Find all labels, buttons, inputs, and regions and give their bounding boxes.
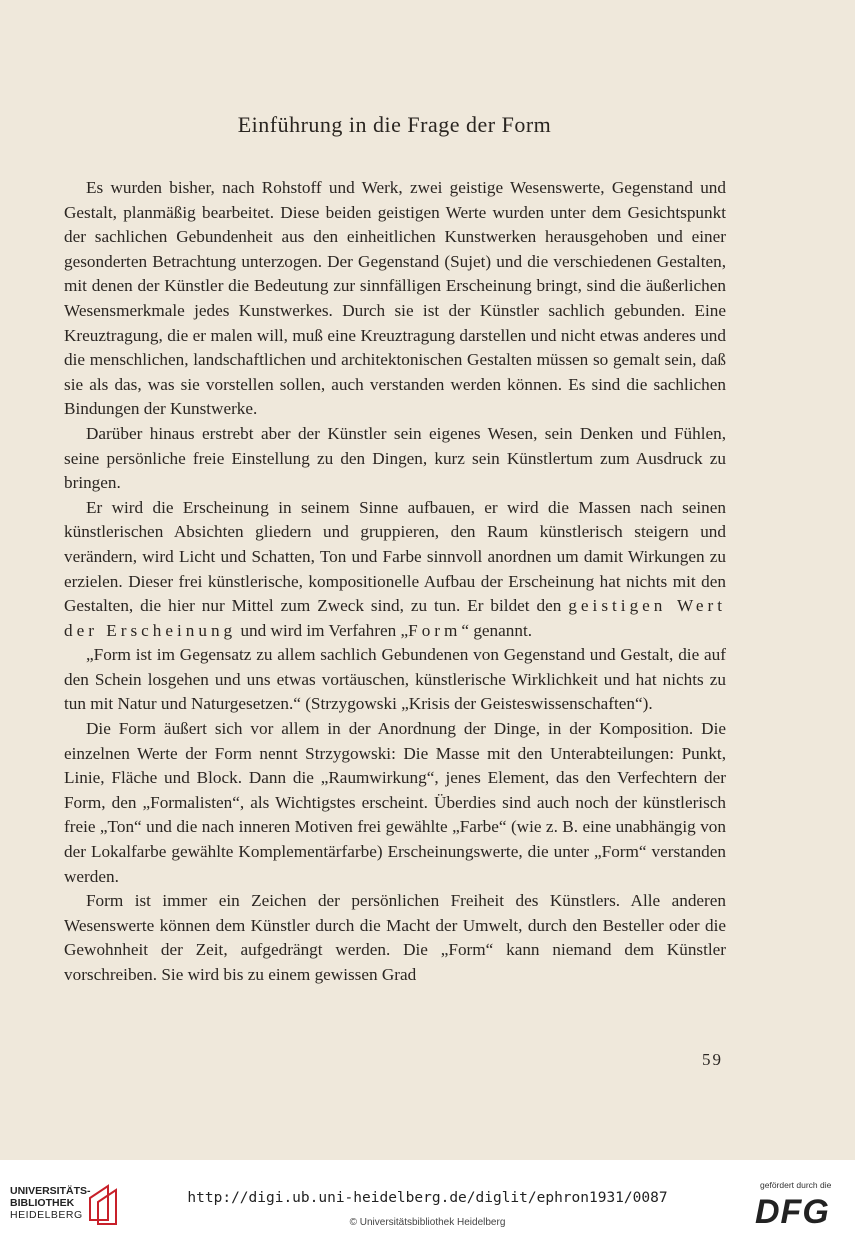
copyright-notice: © Universitätsbibliothek Heidelberg [349,1217,506,1228]
page-heading: Einführung in die Frage der Form [237,112,552,137]
paragraph-2: Darüber hinaus erstrebt aber der Künstler sein eigenes Wesen, sein Denken und Fühlen, seine persönliche freie Einstellung zu den Dingen, kurz sein Künstlertum zum Ausdruck zu bringen. [64,423,726,493]
dfg-logo: DFG [755,1193,830,1231]
paragraph-4: „Form ist im Gegensatz zu allem sachlich Gebundenen von Gegenstand und Gestalt, die auf den Schein losgehen und uns etwas vortäuschen, künstlerische Wirklichkeit und hat nichts zu tun mit Natur und Naturgesetzen.“ (Strzygowski „Krisis der Geisteswissenschaften“). [64,645,726,714]
footer-bar [0,1160,855,1237]
paragraph-1: Es wurden bisher, nach Rohstoff und Werk, zwei geistige Wesenswerte, Gegenstand und Gestalt, planmäßig bearbeitet. Diese beiden geistigen Werte wurden unter dem Gesichtspunkt der sachlichen Gebundenheit aus den einheitlichen Kunstwerken herausgehoben und einer gesonderten Betrachtung unterzogen. Der Gegenstand (Sujet) und die verschiedenen Gestalten, mit denen der Künstler die Bedeutung zur sinnfälligen Erscheinung bringt, sind die äußerlichen Wesensmerkmale jedes Kunstwerkes. Durch sie ist der Künstler sachlich gebunden. Eine Kreuztragung, die er malen will, muß eine Kreuztragung darstellen und nicht etwas anderes und die menschlichen, landschaftlichen und architektonischen Gestalten müssen so gemalt sein, daß sie als das, was sie vorstellen sollen, auch verstanden werden können. Es sind die sachlichen Bindungen der Kunstwerke. [64,178,726,419]
library-name-line1: UNIVERSITÄTS- [10,1185,91,1197]
source-url-link[interactable]: http://digi.ub.uni-heidelberg.de/diglit/ephron1931/0087 [187,1190,668,1206]
paragraph-3 [64,496,726,644]
body-text [64,176,726,988]
paragraph-6: Form ist immer ein Zeichen der persönlichen Freiheit des Künstlers. Alle anderen Wesenswerte können dem Künstler durch die Macht der Umwelt, durch den Besteller oder die Gewohnheit der Zeit, aufgedrängt werden. Die „Form“ kann niemand dem Künstler vorschreiben. Sie wird bis zu einem gewissen Grad [64,891,726,984]
emphasized-phrase: geistigen Wert der Erscheinung [64,596,727,640]
paragraph-3-start: Er wird die Erscheinung in seinem Sinne aufbauen, er wird die Massen nach seinen künstlerischen Absichten gliedern und gruppieren, den Raum künstlerisch steigern und verändern, wird Licht und Schatten, Ton und Farbe sinnvoll anordnen um damit Wirkungen zu erzielen. Dieser frei künstlerische, kompositionelle Aufbau der Erscheinung hat nichts mit den Gestalten, die hier nur Mittel zum Zweck sind, zu tun. Er bildet den [64,497,726,616]
paragraph-3-mid: und wird im Verfahren „ [240,620,409,640]
page-number: 59 [702,1050,723,1069]
paragraph-3-end: “ genannt. [461,620,533,640]
paragraph-5: Die Form äußert sich vor allem in der Anordnung der Dinge, in der Komposition. Die einzelnen Werte der Form nennt Strzygowski: Die Masse mit den Unterabteilungen: Punkt, Linie, Fläche und Block. Dann die „Raumwirkung“, jenes Element, das den Verfechtern der Form, den „Formalisten“, als Wichtigstes erscheint. Überdies sind auch noch der künstlerisch freie „Ton“ und die nach inneren Motiven frei gewählte „Farbe“ (wie z. B. eine unabhängig von der Lokalfarbe gewählte Komplementärfarbe) Erscheinungswerte, die unter „Form“ verstanden werden. [64,719,726,886]
emphasized-form: Form [408,620,462,640]
library-name-line3: HEIDELBERG [10,1209,83,1221]
library-name-line2: BIBLIOTHEK [10,1197,75,1209]
funding-label: gefördert durch die [760,1180,832,1190]
